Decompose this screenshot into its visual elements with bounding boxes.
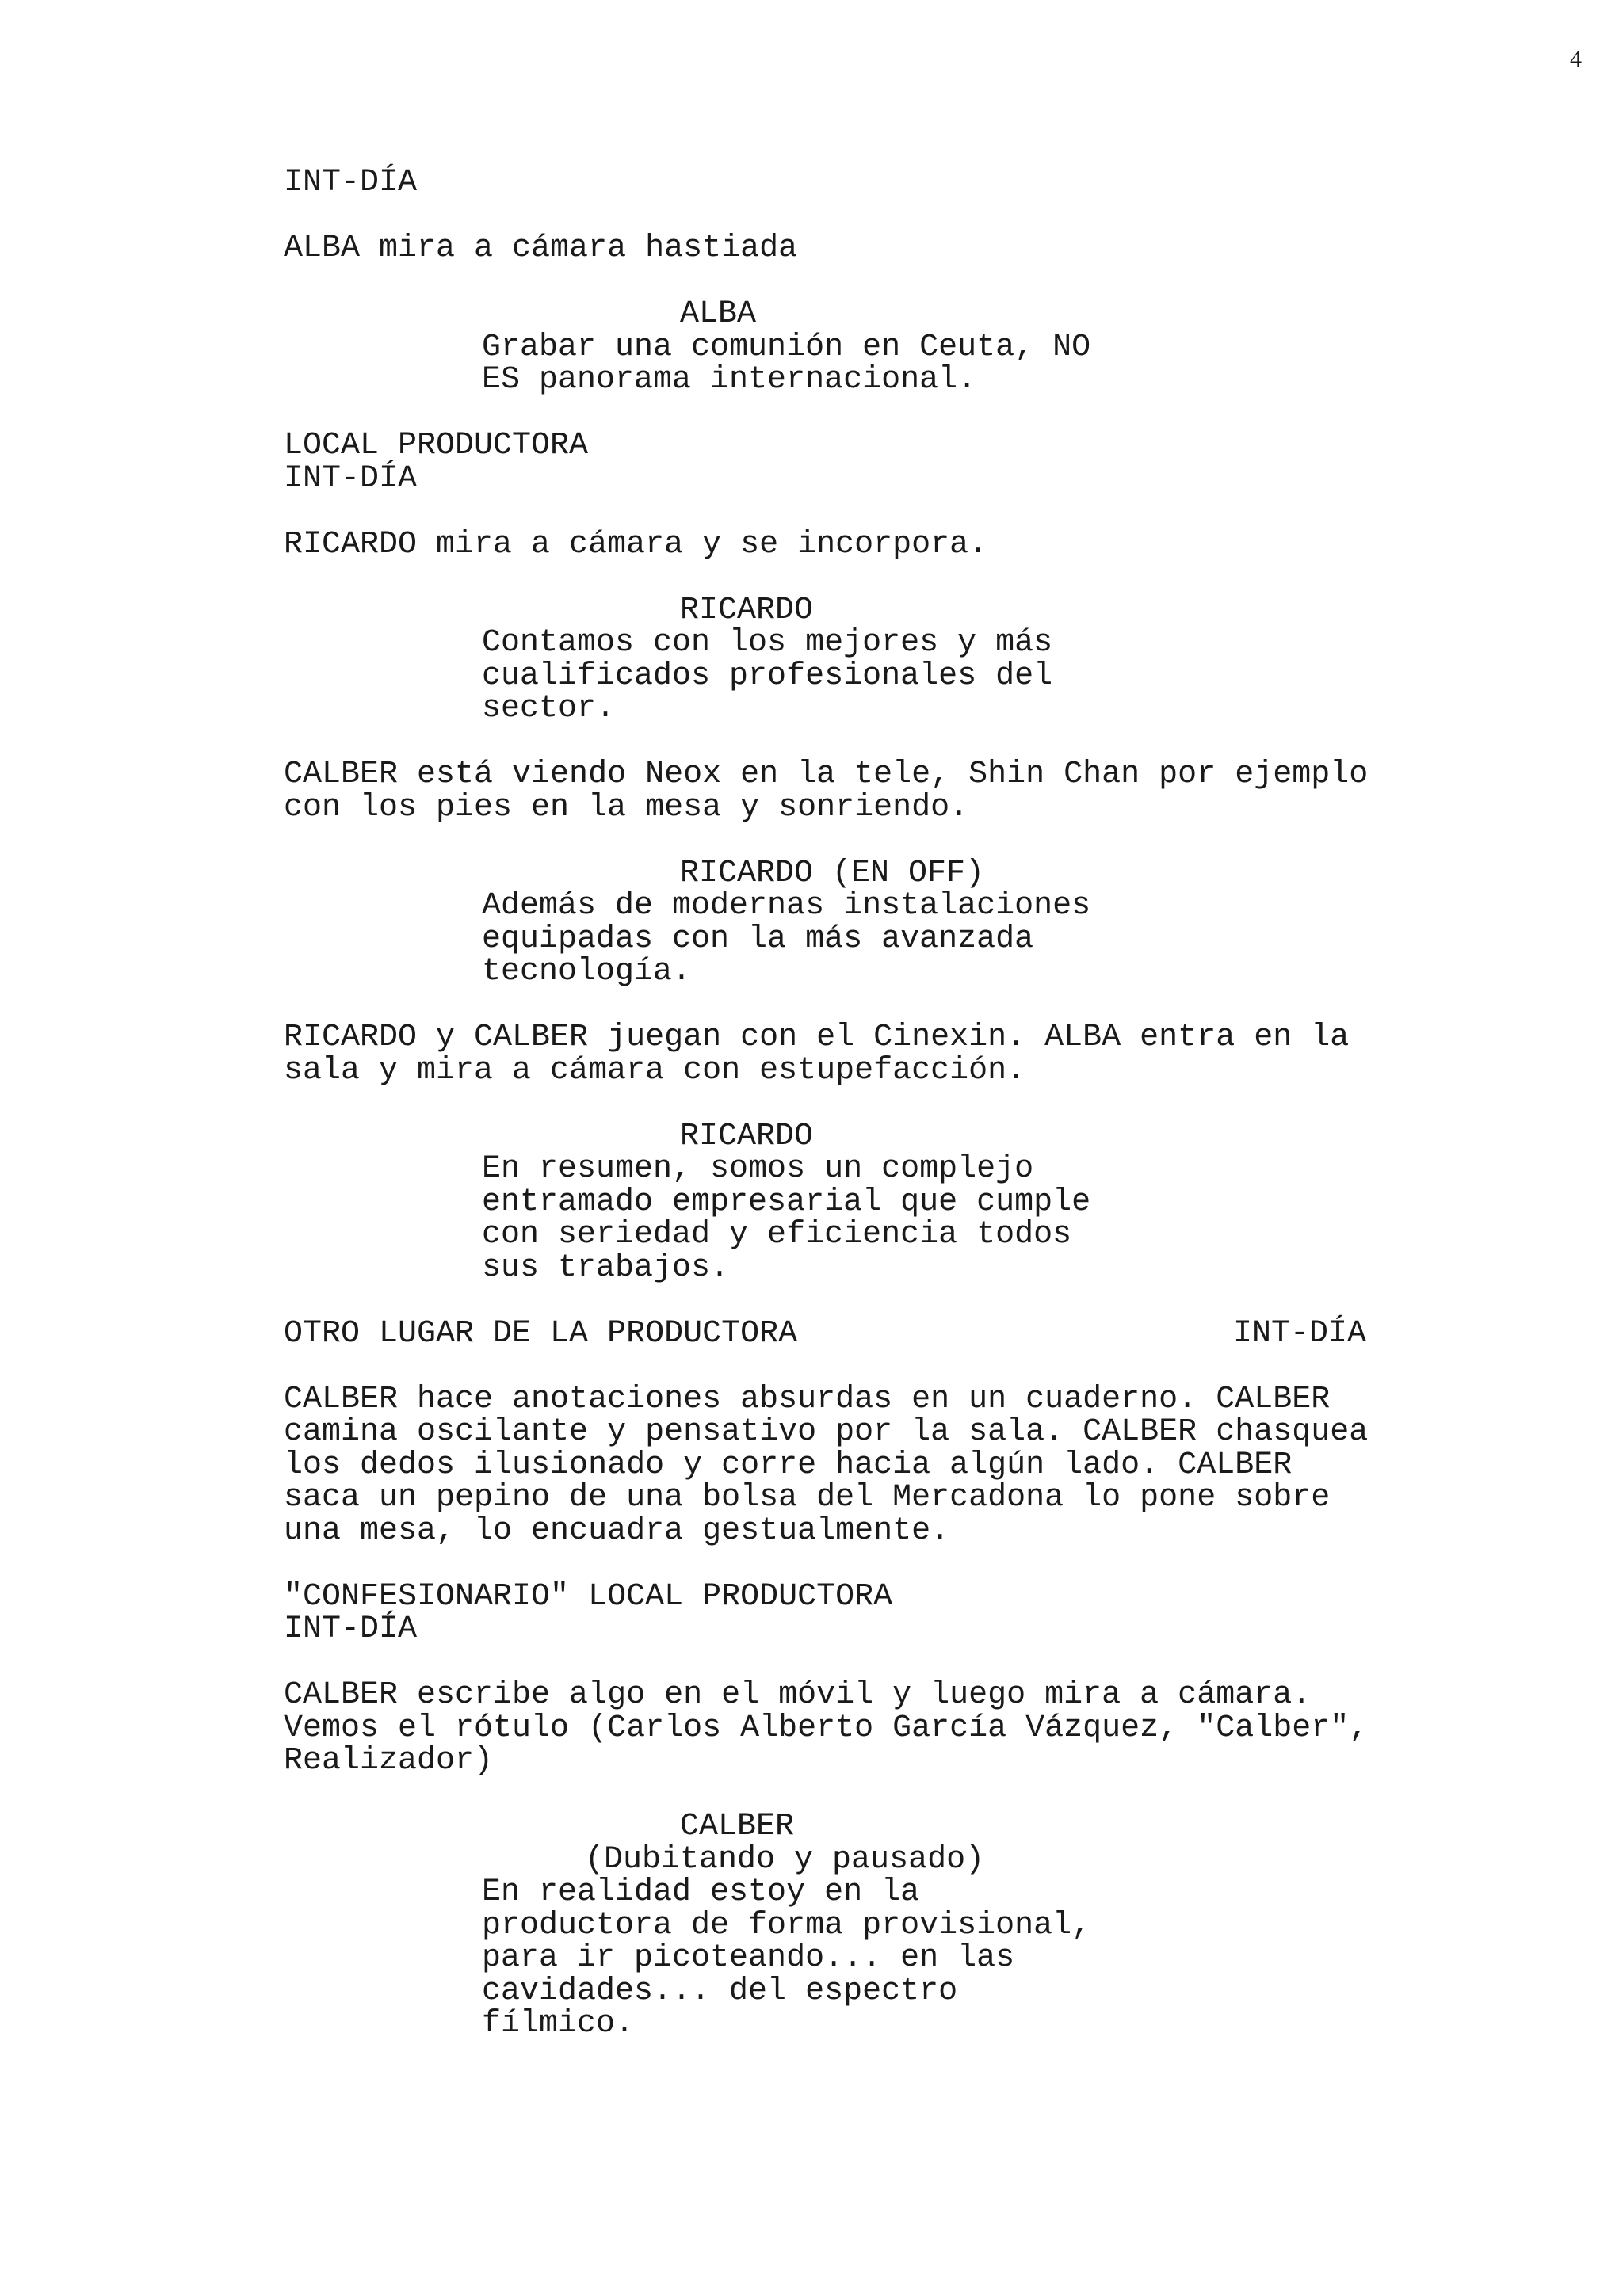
dialogue-line: Grabar una comunión en Ceuta, NO: [482, 329, 1091, 365]
action-block: [284, 232, 1441, 265]
dialogue-block-ricardo-off: [284, 857, 1441, 989]
dialogue-line: sector.: [482, 691, 616, 727]
action-block: [284, 1383, 1441, 1548]
dialogue-line: cavidades... del espectro: [482, 1973, 958, 2009]
dialogue-line: Contamos con los mejores y más: [482, 625, 1053, 661]
dialogue-line: para ir picoteando... en las: [482, 1940, 1015, 1976]
dialogue-line: tecnología.: [482, 954, 692, 990]
scene-heading-line: INT-DÍA: [284, 460, 418, 497]
dialogue-line: ES panorama internacional.: [482, 362, 977, 398]
screenplay-body: [284, 166, 1441, 2073]
action-block: [284, 758, 1441, 824]
action-line: RICARDO y CALBER juegan con el Cinexin. ALBA entra en la: [284, 1020, 1350, 1055]
dialogue-line: En realidad estoy en la: [482, 1875, 920, 1910]
action-line: una mesa, lo encuadra gestualmente.: [284, 1512, 950, 1549]
dialogue-block-calber: [284, 1810, 1441, 2041]
scene-heading: [284, 429, 1441, 495]
action-line: RICARDO mira a cámara y se incorpora.: [284, 526, 988, 563]
dialogue-line: En resumen, somos un complejo: [482, 1151, 1034, 1187]
scene-heading-line: "CONFESIONARIO" LOCAL PRODUCTORA: [284, 1578, 893, 1615]
action-block: [284, 528, 1441, 562]
action-line: CALBER hace anotaciones absurdas en un cuaderno. CALBER: [284, 1381, 1331, 1417]
dialogue-line: sus trabajos.: [482, 1249, 730, 1286]
action-line: con los pies en la mesa y sonriendo.: [284, 789, 969, 826]
character-name: ALBA: [680, 296, 757, 332]
dialogue-line: equipadas con la más avanzada: [482, 921, 1034, 957]
dialogue-line: fílmico.: [482, 2006, 635, 2042]
character-name: RICARDO: [680, 1118, 814, 1154]
dialogue-line: entramado empresarial que cumple: [482, 1184, 1091, 1220]
scene-heading: [284, 1578, 1441, 1647]
action-block: [284, 1679, 1441, 1778]
scene-heading-row: [284, 1315, 1441, 1352]
character-name: CALBER: [680, 1809, 795, 1844]
dialogue-block-ricardo: [284, 594, 1441, 726]
scene-heading: [284, 166, 1441, 200]
page-number: 4: [1570, 46, 1582, 72]
character-name: RICARDO (EN OFF): [680, 855, 985, 891]
action-line: Vemos el rótulo (Carlos Alberto García Vázquez, "Calber",: [284, 1710, 1369, 1746]
action-line: ALBA mira a cámara hastiada: [284, 231, 798, 266]
dialogue-line: con seriedad y eficiencia todos: [482, 1217, 1072, 1253]
dialogue-line: Además de modernas instalaciones: [482, 888, 1091, 924]
action-line: CALBER está viendo Neox en la tele, Shin Chan por ejemplo: [284, 757, 1369, 792]
dialogue-block-alba: [284, 298, 1441, 397]
dialogue-line: cualificados profesionales del: [482, 658, 1053, 694]
scene-location: OTRO LUGAR DE LA PRODUCTORA: [284, 1315, 798, 1352]
action-line: saca un pepino de una bolsa del Mercadona lo pone sobre: [284, 1480, 1331, 1516]
action-line: los dedos ilusionado y corre hacia algún lado. CALBER: [284, 1447, 1293, 1483]
scene-heading: [284, 1315, 1441, 1352]
parenthetical: (Dubitando y pausado): [585, 1841, 985, 1878]
scene-heading-line: INT-DÍA: [284, 1611, 418, 1647]
action-line: CALBER escribe algo en el móvil y luego mira a cámara.: [284, 1677, 1312, 1713]
action-line: camina oscilante y pensativo por la sala. CALBER chasquea: [284, 1414, 1369, 1450]
action-line: sala y mira a cámara con estupefacción.: [284, 1052, 1026, 1089]
dialogue-block-ricardo: [284, 1120, 1441, 1285]
character-name: RICARDO: [680, 592, 814, 628]
action-line: Realizador): [284, 1743, 494, 1779]
scene-time: INT-DÍA: [1233, 1315, 1367, 1352]
scene-heading-line: LOCAL PRODUCTORA: [284, 428, 589, 463]
scene-heading-line: INT-DÍA: [284, 165, 418, 200]
action-block: [284, 1021, 1441, 1087]
dialogue-line: productora de forma provisional,: [482, 1907, 1091, 1943]
